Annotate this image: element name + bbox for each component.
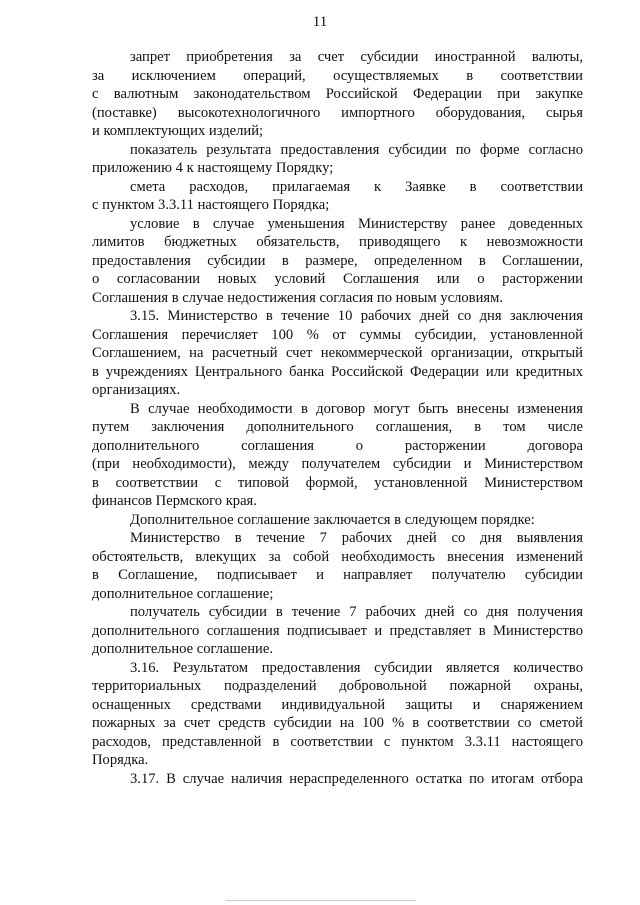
text-line: пожарных за счет средств субсидии на 100 % в соответствии со сметой (92, 715, 583, 731)
text-line: и комплектующих изделий; (92, 123, 264, 139)
text-line: в соответствии с типовой формой, установленной Министерством (92, 474, 583, 491)
text-line: о согласовании новых условий Соглашения или о расторжении (92, 271, 583, 287)
text-line: Соглашением, на расчетный счет некоммерческой организации, открытый (92, 345, 583, 361)
text-line: дополнительное соглашение. (92, 641, 273, 657)
text-line: с пунктом 3.3.11 настоящего Порядка; (92, 197, 330, 213)
text-line: дополнительного соглашения о расторжении договора (92, 437, 583, 454)
text-line: с валютным законодательством Российской Федерации при закупке (92, 86, 583, 102)
text-line: в Соглашение, подписывает и направляет получателю субсидии (92, 567, 583, 583)
text-line: дополнительное соглашение; (92, 585, 274, 602)
text-line: организациях. (92, 382, 181, 398)
paragraph (92, 141, 583, 178)
text-line: оснащенных средствами индивидуальной защиты и снаряжением (92, 696, 583, 713)
text-line: показатель результата предоставления субсидии по форме согласно (130, 141, 583, 158)
text-line: предоставления субсидии в размере, определенном в Соглашении, (92, 252, 583, 269)
text-line: В случае необходимости в договор могут быть внесены изменения (130, 400, 583, 417)
text-line: Соглашения в случае недостижения согласия по новым условиям. (92, 289, 503, 306)
paragraph (92, 603, 583, 659)
text-line: 3.17. В случае наличия нераспределенного остатка по итогам отбора (130, 770, 583, 787)
text-line: получатель субсидии в течение 7 рабочих дней со дня получения (130, 604, 583, 620)
text-line: лимитов бюджетных обязательств, приводящего к невозможности (92, 234, 583, 250)
text-line: приложению 4 к настоящему Порядку; (92, 160, 334, 176)
page-number: 11 (312, 14, 328, 30)
scan-edge-mark (226, 900, 416, 901)
text-line: Дополнительное соглашение заключается в следующем порядке: (130, 511, 535, 528)
paragraph (92, 178, 583, 215)
text-line: в учреждениях Центрального банка Российской Федерации или кредитных (92, 363, 583, 380)
text-line: 3.16. Результатом предоставления субсидии является количество (130, 659, 583, 676)
text-line: условие в случае уменьшения Министерству ранее доведенных (130, 215, 583, 232)
text-line: территориальных подразделений добровольной пожарной охраны, (92, 678, 583, 694)
text-line: Соглашения перечисляет 100 % от суммы субсидии, установленной (92, 326, 583, 343)
text-line: расходов, представленной в соответствии с пунктом 3.3.11 настоящего (92, 733, 583, 750)
paragraph (92, 307, 583, 400)
text-line: (при необходимости), между получателем субсидии и Министерством (92, 456, 583, 472)
text-line: обстоятельств, влекущих за собой необходимость внесения изменений (92, 548, 583, 565)
paragraph (92, 659, 583, 770)
text-line: финансов Пермского края. (92, 493, 257, 509)
paragraph (92, 48, 583, 141)
text-line: за исключением операций, осуществляемых в соответствии (92, 67, 583, 84)
paragraph (92, 400, 583, 511)
paragraph (92, 770, 583, 789)
text-line: смета расходов, прилагаемая к Заявке в соответствии (130, 178, 583, 195)
text-line: Министерство в течение 7 рабочих дней со дня выявления (130, 530, 583, 546)
text-line: дополнительного соглашения подписывает и представляет в Министерство (92, 622, 583, 639)
paragraph (92, 529, 583, 603)
paragraph (92, 511, 583, 530)
text-line: (поставке) высокотехнологичного импортного оборудования, сырья (92, 104, 583, 121)
paragraph (92, 215, 583, 308)
text-line: Порядка. (92, 752, 149, 768)
text-line: путем заключения дополнительного соглашения, в том числе (92, 419, 583, 435)
text-line: запрет приобретения за счет субсидии иностранной валюты, (130, 49, 583, 65)
text-line: 3.15. Министерство в течение 10 рабочих дней со дня заключения (130, 308, 583, 324)
document-body (92, 48, 583, 788)
